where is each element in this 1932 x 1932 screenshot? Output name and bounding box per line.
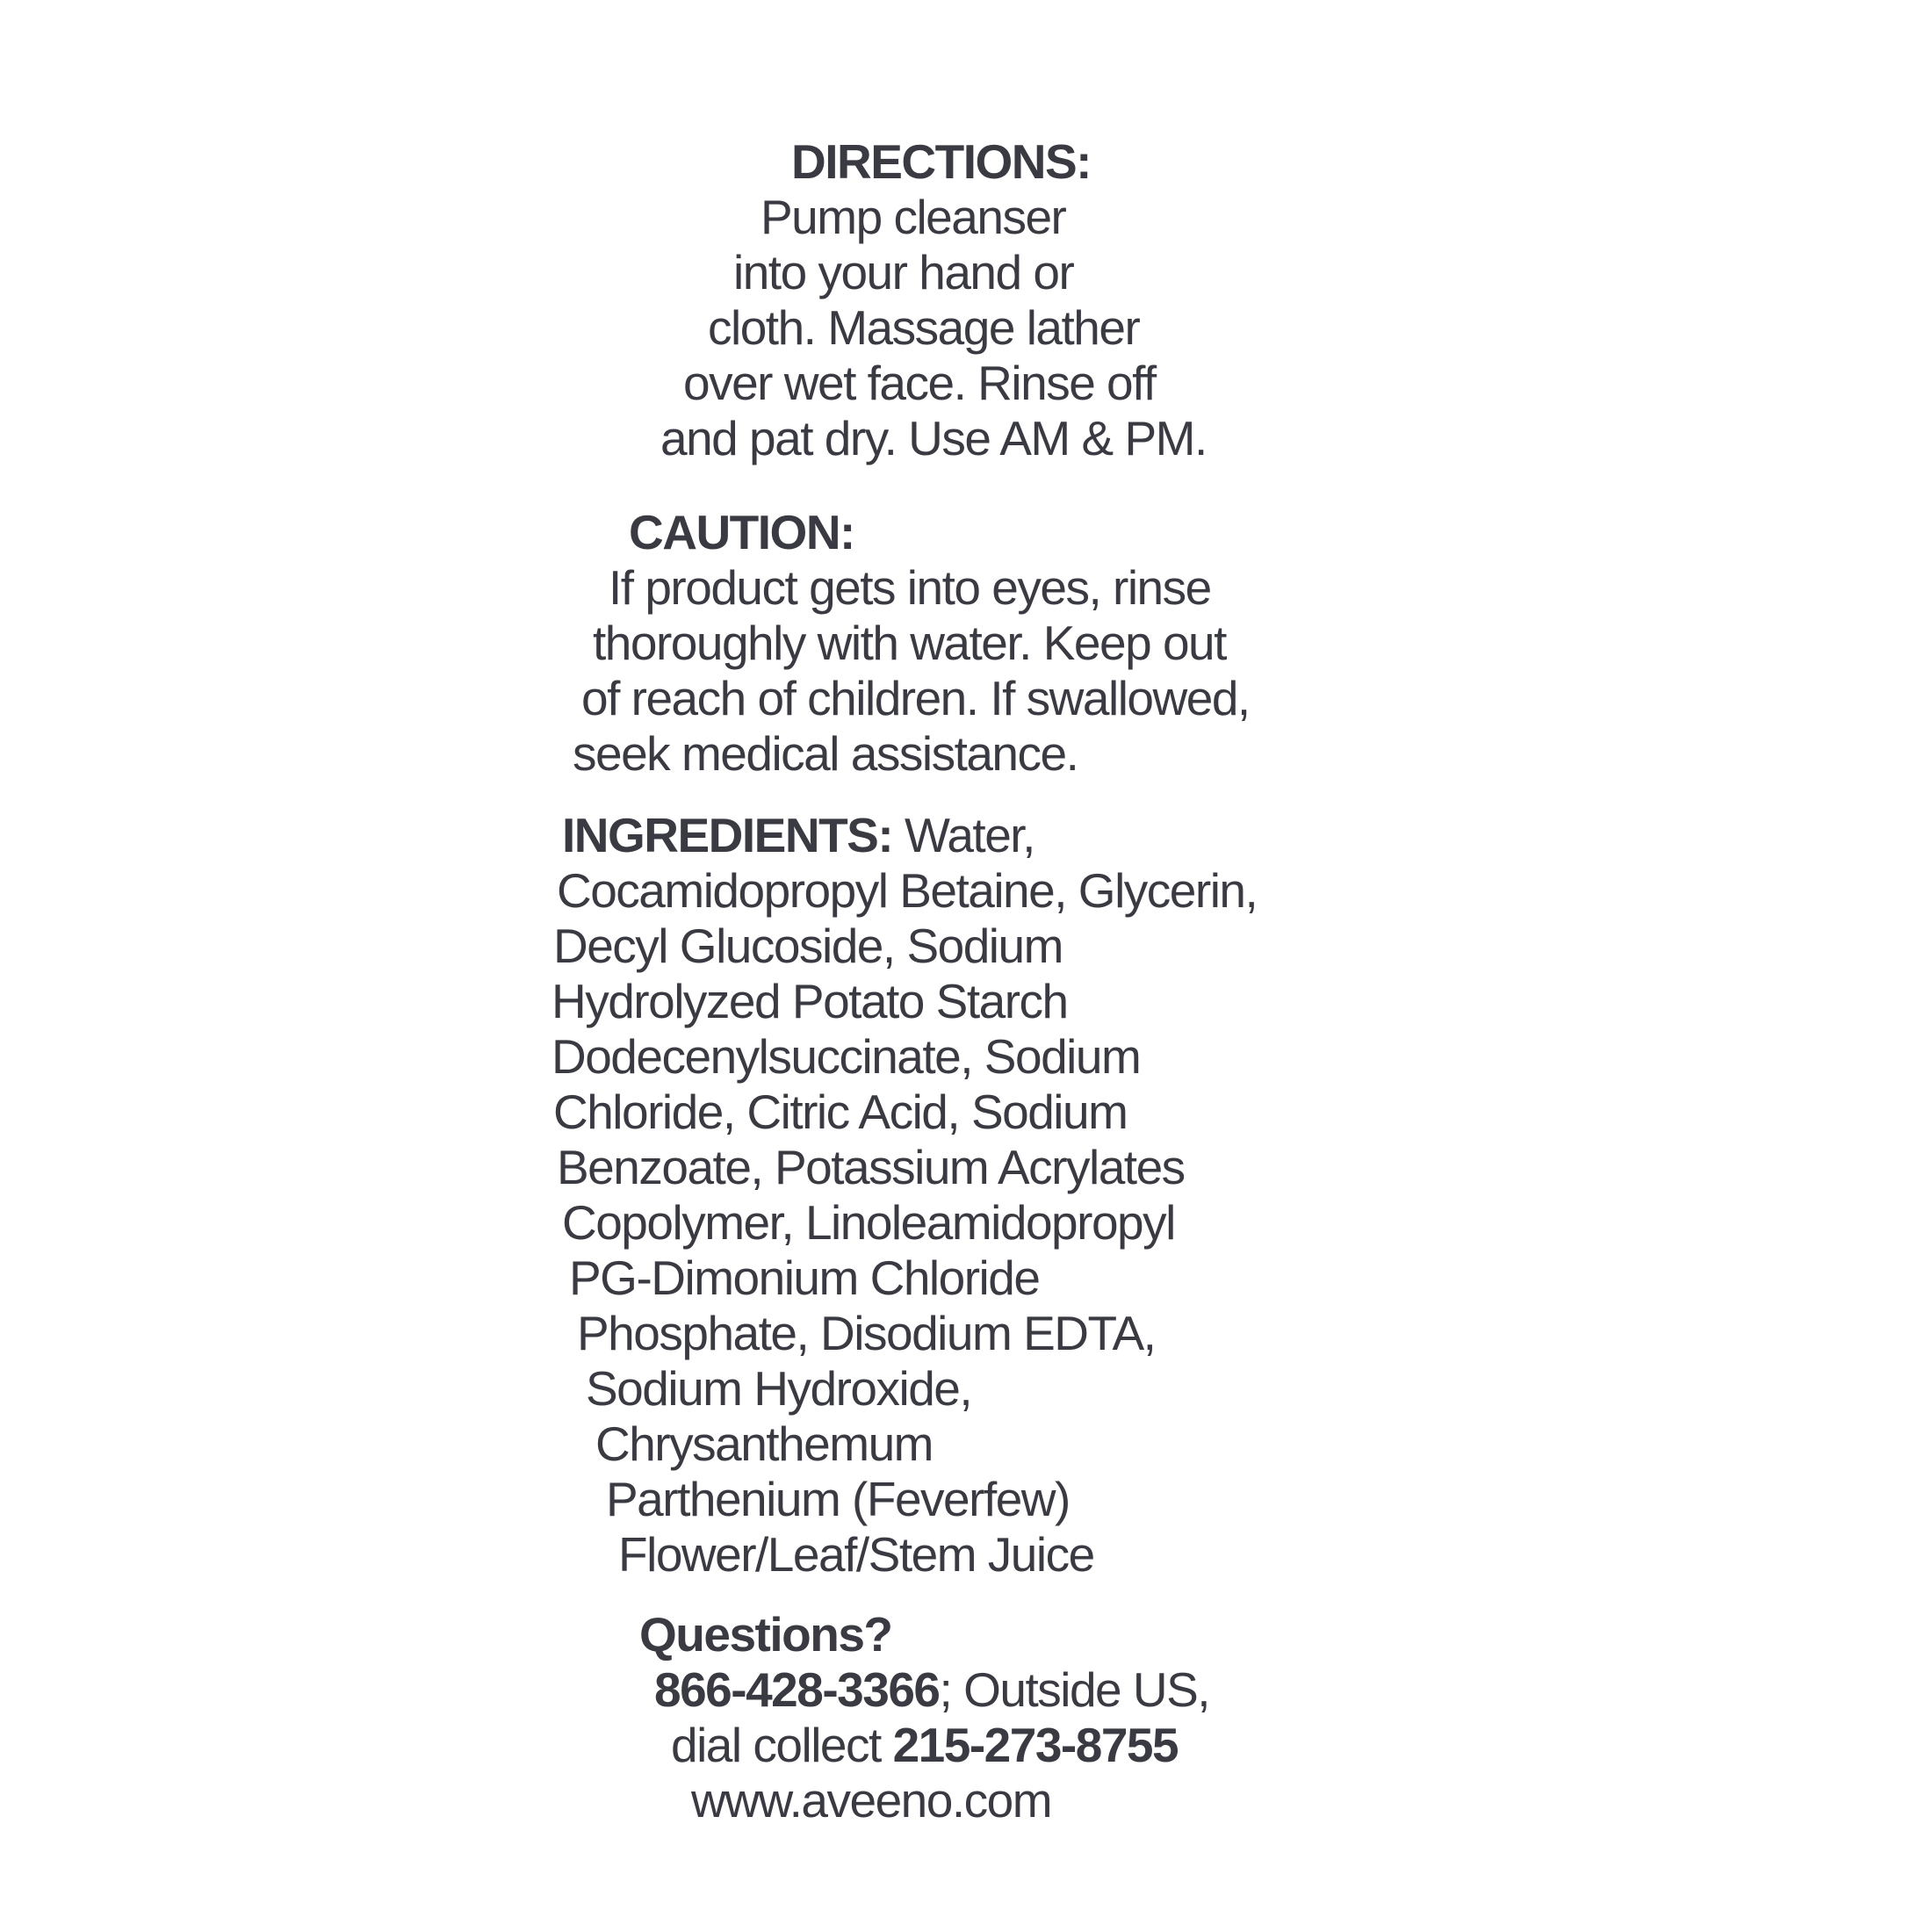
ingredients-text: Water, — [892, 808, 1034, 862]
ingredients-line: Decyl Glucoside, Sodium — [553, 919, 1063, 973]
us-phone-number: 866-428-3366 — [654, 1662, 940, 1717]
caution-line: seek medical assistance. — [573, 726, 1078, 781]
caution-heading: CAUTION: — [629, 505, 854, 559]
ingredients-line: Benzoate, Potassium Acrylates — [557, 1140, 1185, 1194]
website-url: www.aveeno.com — [691, 1773, 1052, 1827]
ingredients-line: Phosphate, Disodium EDTA, — [577, 1306, 1156, 1360]
directions-line: cloth. Massage lather — [708, 300, 1140, 355]
dial-collect-text: dial collect — [671, 1718, 893, 1772]
questions-heading: Questions? — [639, 1607, 892, 1662]
directions-line: and pat dry. Use AM & PM. — [660, 411, 1207, 465]
intl-phone-number: 215-273-8755 — [892, 1718, 1179, 1772]
outside-us-text: ; Outside US, — [939, 1662, 1210, 1717]
directions-line: into your hand or — [733, 245, 1074, 299]
ingredients-line: Chloride, Citric Acid, Sodium — [553, 1085, 1128, 1139]
ingredients-line: Sodium Hydroxide, — [586, 1361, 972, 1416]
ingredients-line: Copolymer, Linoleamidopropyl — [562, 1195, 1175, 1250]
ingredients-line: PG-Dimonium Chloride — [569, 1251, 1040, 1305]
directions-line: Pump cleanser — [761, 190, 1066, 244]
ingredients-line: Cocamidopropyl Betaine, Glycerin, — [557, 863, 1258, 918]
caution-line: of reach of children. If swallowed, — [581, 671, 1250, 725]
caution-line: thoroughly with water. Keep out — [593, 616, 1226, 670]
directions-heading: DIRECTIONS: — [791, 134, 1091, 189]
phone-line — [654, 1662, 1209, 1718]
ingredients-line: Dodecenylsuccinate, Sodium — [551, 1029, 1141, 1084]
ingredients-line: Chrysanthemum — [595, 1417, 933, 1471]
ingredients-first-line — [562, 808, 1034, 863]
ingredients-line: Parthenium (Feverfew) — [606, 1472, 1070, 1526]
ingredients-line: Flower/Leaf/Stem Juice — [618, 1527, 1094, 1582]
directions-line: over wet face. Rinse off — [683, 356, 1156, 410]
ingredients-heading: INGREDIENTS: — [562, 808, 893, 862]
ingredients-line: Hydrolyzed Potato Starch — [551, 974, 1068, 1028]
collect-line — [671, 1718, 1178, 1773]
caution-line: If product gets into eyes, rinse — [609, 560, 1211, 615]
